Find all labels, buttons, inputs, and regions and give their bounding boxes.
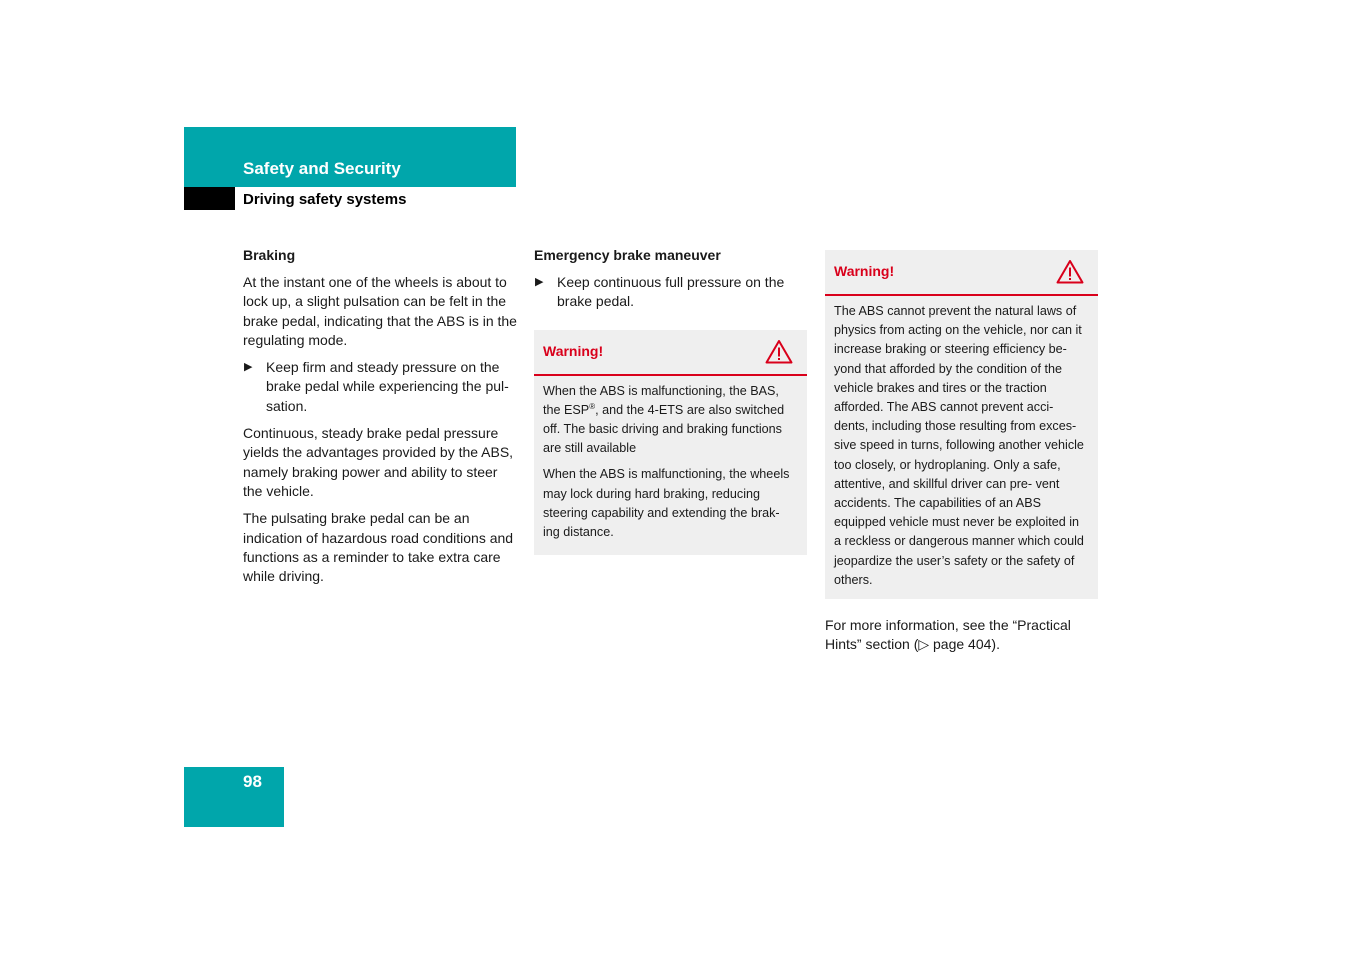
warning-body: [534, 376, 807, 556]
abs-warning-text: The ABS cannot prevent the natural laws of physics from acting on the vehicle, nor can it increase braking or steering efficiency be- yond that afforded by the condition of the vehicle brakes and tires or the traction afforded. The ABS cannot prevent acci- dents, including those resulting from exces- sive speed in turns, following another vehicle too closely, or hydroplaning. Only a safe, attentive, and skillful driver can pre- vent accidents. The capabilities of an ABS equipped vehicle must never be exploited in a reckless or dangerous manner which could jeopardize the user’s safety or the safety of others.: [834, 304, 1084, 587]
braking-paragraph-2: Continuous, steady brake pedal pressure yields the advantages provided by the ABS, namely braking power and ability to steer the vehicle.: [243, 425, 514, 499]
emergency-heading: Emergency brake maneuver: [534, 247, 721, 263]
bullet-arrow-icon: ▶: [244, 361, 253, 374]
warning-text: When the ABS is malfunctioning, the BAS, the ESP: [543, 383, 779, 417]
page-number: 98: [243, 772, 262, 791]
braking-column: [243, 246, 517, 594]
braking-paragraph-1: At the instant one of the wheels is about to lock up, a slight pulsation can be felt in the brake pedal, indicating that the ABS is in the regulating mode.: [243, 274, 517, 348]
warning-header: [825, 250, 1098, 296]
section-title: Safety and Security: [243, 159, 401, 178]
more-info-link[interactable]: For more information, see the “Practical Hints” section (▷ page 404).: [825, 617, 1071, 653]
abs-warning-box: [825, 250, 1098, 599]
braking-bullet-text: Keep firm and steady pressure on the brake pedal while experiencing the pul- sation.: [266, 359, 509, 414]
warning-body: [825, 296, 1098, 599]
warning-title: Warning!: [543, 342, 604, 359]
bullet-arrow-icon: ▶: [535, 276, 544, 288]
warning-paragraph-1: [543, 382, 798, 459]
abs-warning-column: [825, 250, 1098, 663]
emergency-bullet-text: Keep continuous full pressure on the brake pedal.: [557, 274, 785, 310]
section-marker: [184, 187, 235, 210]
warning-title: Warning!: [834, 263, 895, 279]
emergency-bullet: [534, 273, 807, 312]
warning-paragraph-2: When the ABS is malfunctioning, the wheels may lock during hard braking, reducing steering capability and extending the brak- ing distance.: [543, 467, 790, 540]
subsection-title: Driving safety systems: [243, 191, 407, 208]
emergency-column: [534, 246, 807, 555]
warning-header: [534, 330, 807, 376]
braking-heading: Braking: [243, 247, 296, 263]
registered-mark: ®: [589, 401, 596, 411]
warning-text: , and the 4-ETS are also switched off. The basic driving and braking functions are still available: [543, 402, 785, 456]
warning-triangle-icon: [1056, 259, 1084, 284]
emergency-warning-box: [534, 330, 807, 556]
warning-triangle-icon: [765, 339, 793, 364]
page-number-box: [184, 767, 284, 827]
braking-bullet: [243, 358, 517, 416]
braking-paragraph-3: The pulsating brake pedal can be an indication of hazardous road conditions and functions as a reminder to take extra care while driving.: [243, 510, 514, 585]
